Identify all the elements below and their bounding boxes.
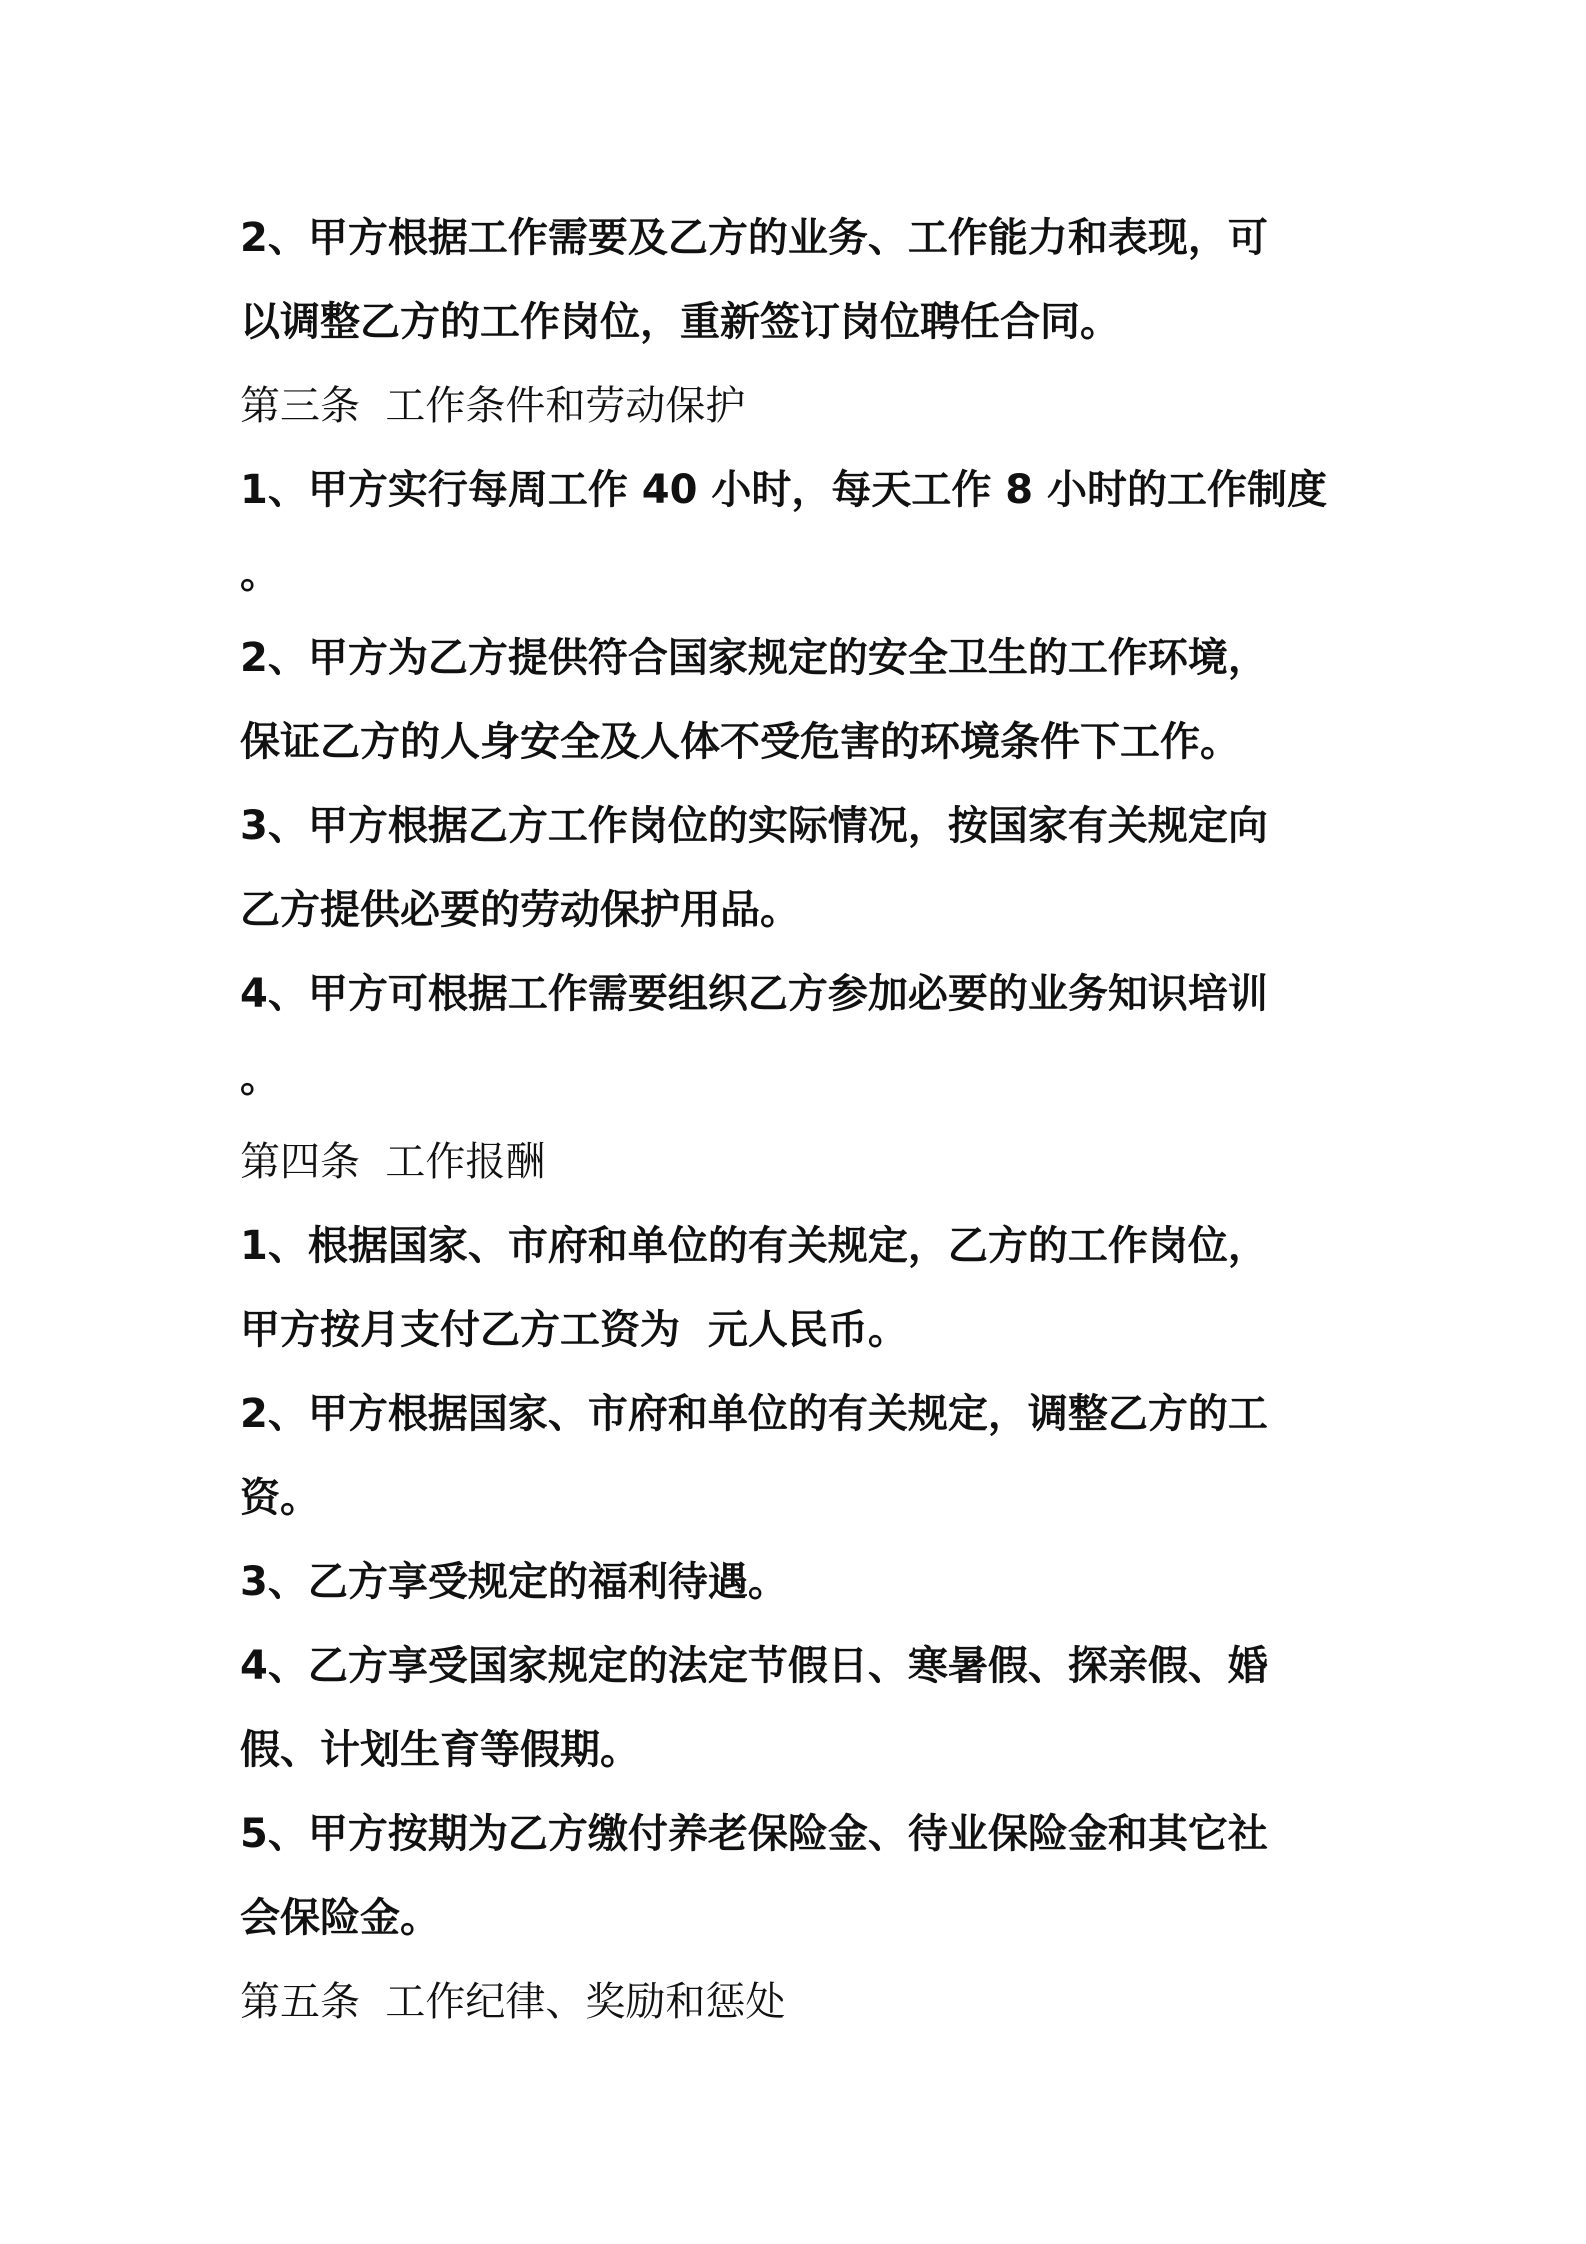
paragraph-line: 2、甲方根据国家、市府和单位的有关规定，调整乙方的工 — [240, 1391, 1268, 1437]
paragraph-line: 4、乙方享受国家规定的法定节假日、寒暑假、探亲假、婚 — [240, 1643, 1268, 1689]
paragraph-line: 1、甲方实行每周工作 40 小时，每天工作 8 小时的工作制度 — [240, 467, 1328, 513]
paragraph-line: 1、根据国家、市府和单位的有关规定，乙方的工作岗位， — [240, 1223, 1268, 1269]
section-heading-3: 第三条 工作条件和劳动保护 — [240, 383, 746, 429]
paragraph-line: 。 — [240, 1055, 280, 1101]
section-heading-5: 第五条 工作纪律、奖励和惩处 — [240, 1979, 786, 2025]
paragraph-line: 5、甲方按期为乙方缴付养老保险金、待业保险金和其它社 — [240, 1811, 1268, 1857]
document-body — [240, 196, 1360, 2044]
paragraph-line: 2、甲方根据工作需要及乙方的业务、工作能力和表现，可 — [240, 215, 1268, 261]
paragraph-line: 3、乙方享受规定的福利待遇。 — [240, 1559, 788, 1605]
paragraph-line: 资。 — [240, 1475, 320, 1521]
paragraph-line: 甲方按月支付乙方工资为 元人民币。 — [240, 1307, 908, 1353]
paragraph-line: 假、计划生育等假期。 — [240, 1727, 640, 1773]
paragraph-line: 以调整乙方的工作岗位，重新签订岗位聘任合同。 — [240, 299, 1120, 345]
paragraph-line: 4、甲方可根据工作需要组织乙方参加必要的业务知识培训 — [240, 971, 1268, 1017]
paragraph-line: 会保险金。 — [240, 1895, 440, 1941]
paragraph-line: 3、甲方根据乙方工作岗位的实际情况，按国家有关规定向 — [240, 803, 1268, 849]
paragraph-line: 保证乙方的人身安全及人体不受危害的环境条件下工作。 — [240, 719, 1240, 765]
section-heading-4: 第四条 工作报酬 — [240, 1139, 546, 1185]
paragraph-line: 乙方提供必要的劳动保护用品。 — [240, 887, 800, 933]
paragraph-line: 2、甲方为乙方提供符合国家规定的安全卫生的工作环境， — [240, 635, 1268, 681]
paragraph-line: 。 — [240, 551, 280, 597]
